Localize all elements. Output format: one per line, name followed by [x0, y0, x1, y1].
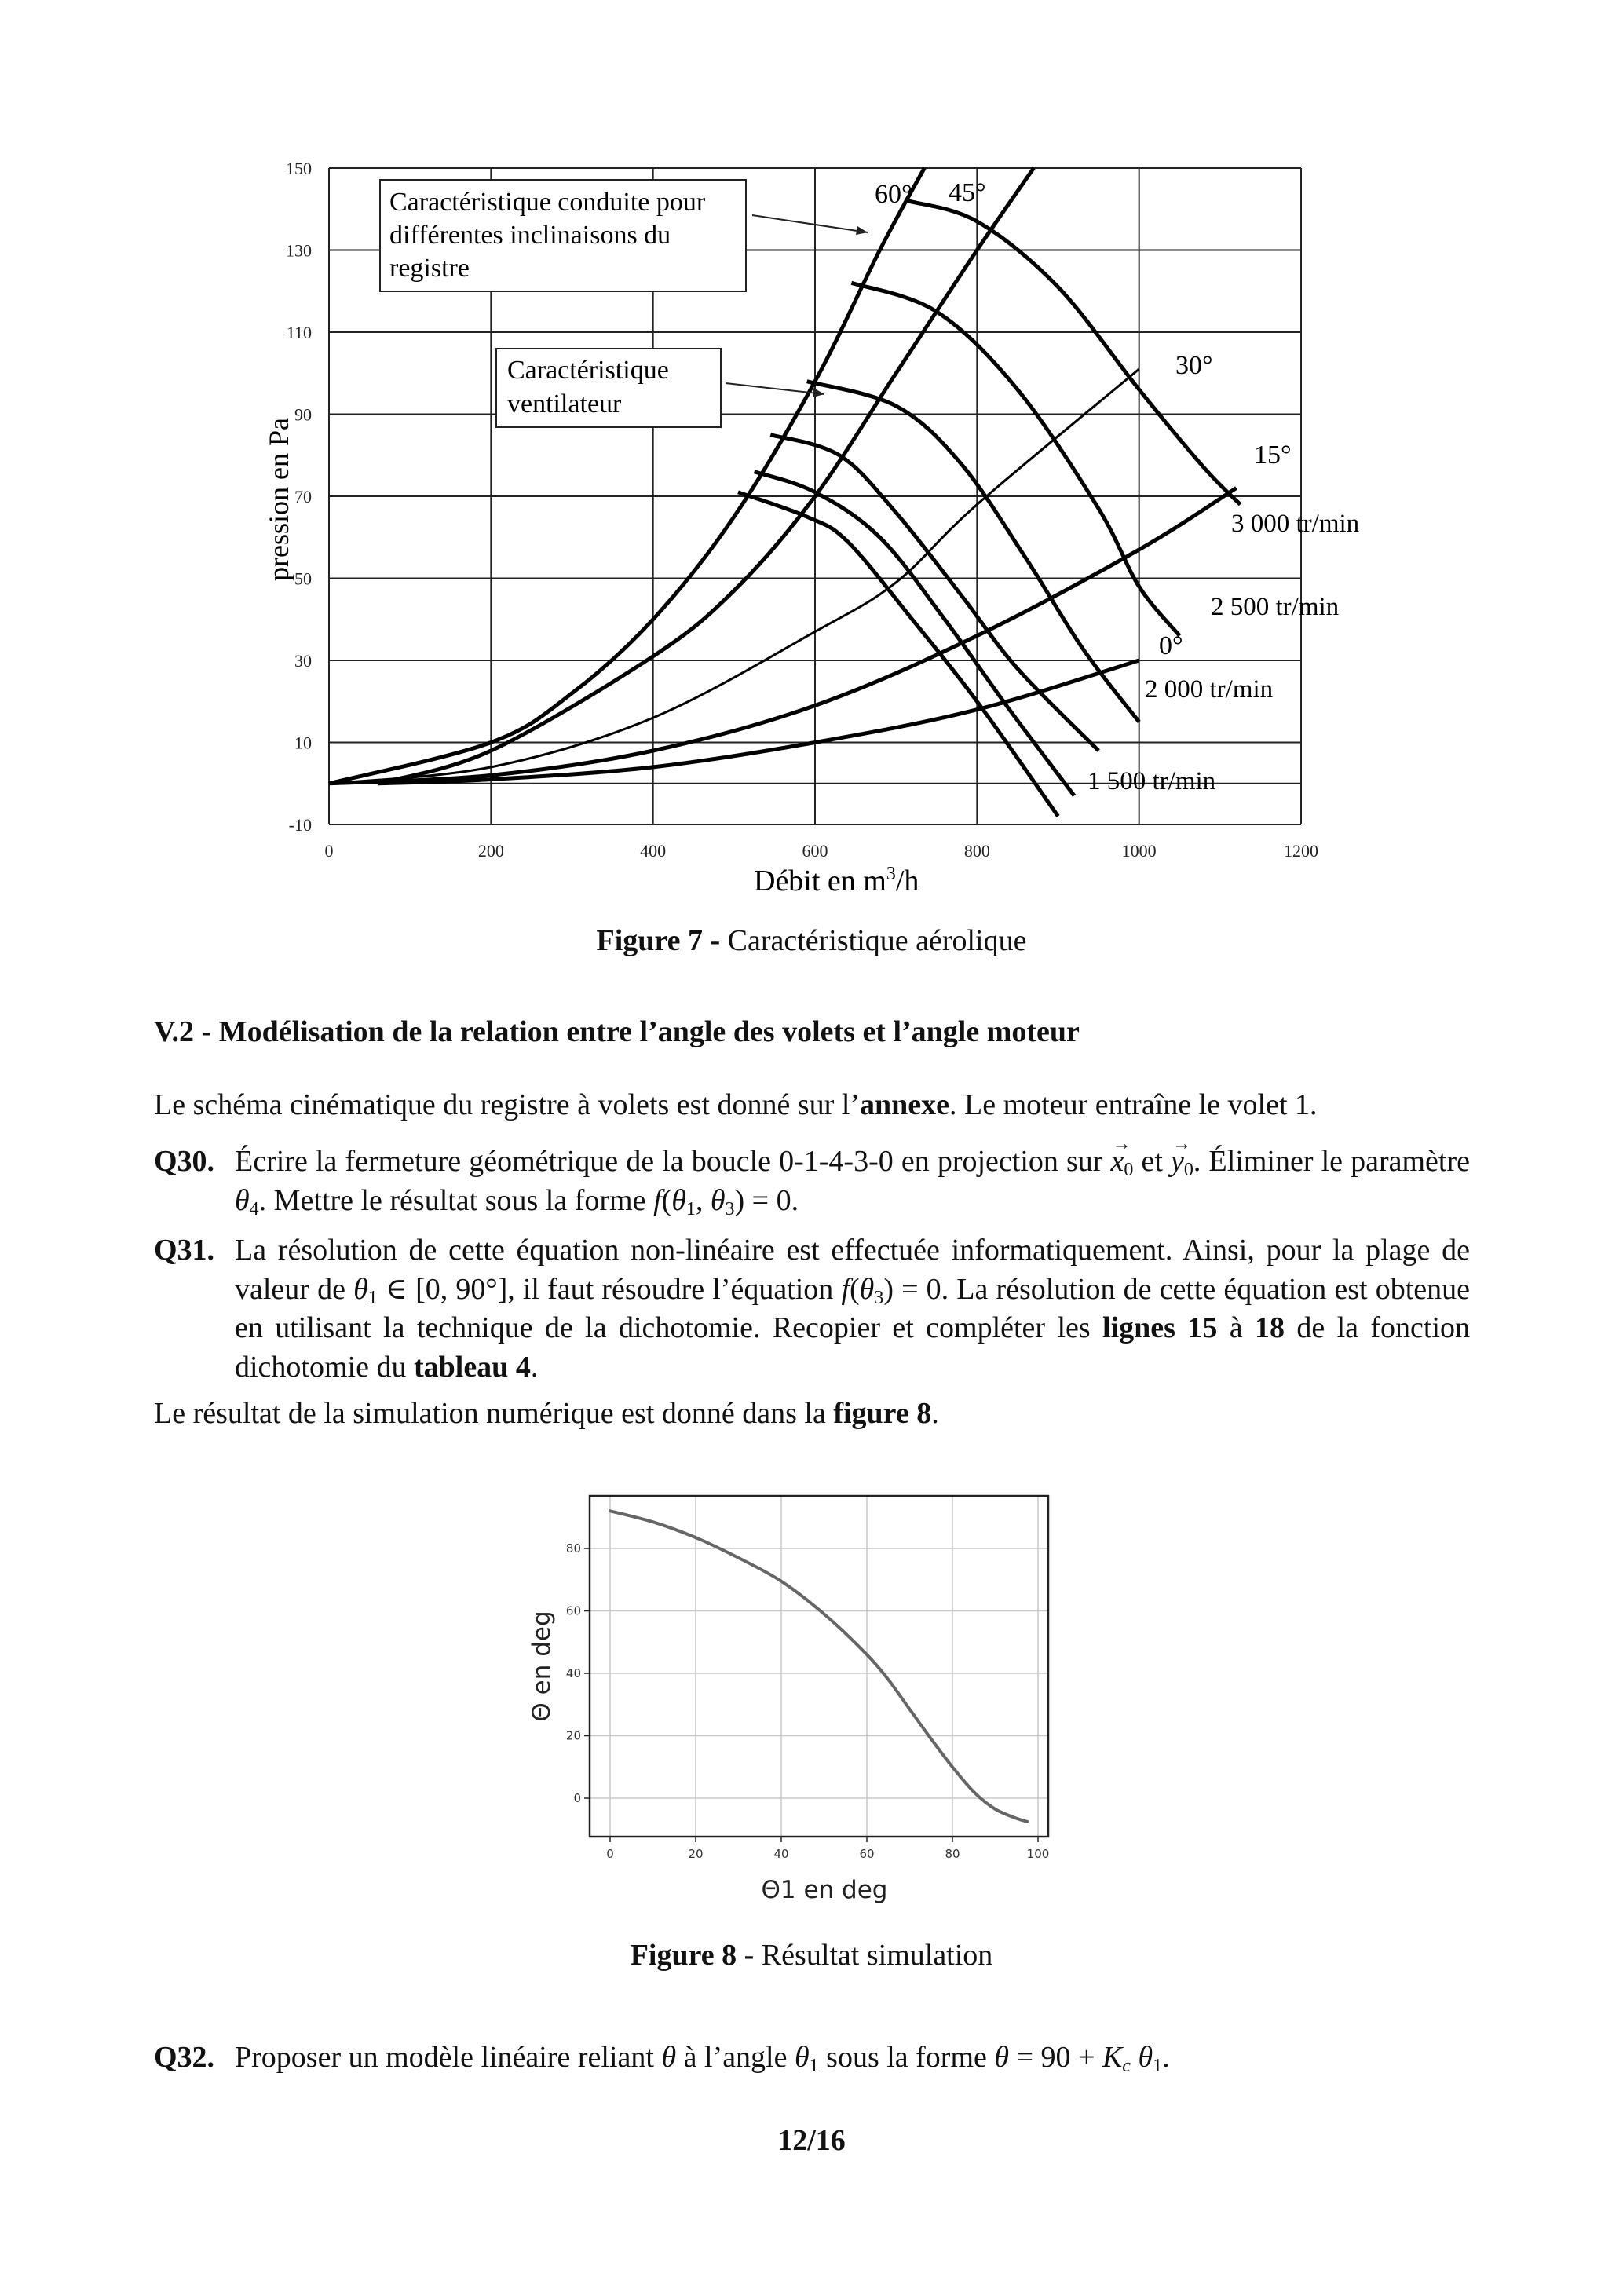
svg-text:90: 90 [294, 404, 312, 425]
page-number: 12/16 [777, 2124, 846, 2157]
question-text: Écrire la fermeture géométrique de la boucle 0-1-4-3-0 en projection sur → $x_0$ et → $y_0$. Éliminer le paramètre $\theta_4$. Mettre le résultat sous la forme $f(\theta_1$, $\theta_3) = 0$. [235, 1143, 1470, 1220]
curve [755, 472, 1075, 796]
result-sentence: Le résultat de la simulation numérique est donné dans la figure 8. [154, 1397, 939, 1430]
label-2000rpm: 2 000 tr/min [1145, 675, 1274, 704]
label-2500rpm: 2 500 tr/min [1211, 593, 1340, 621]
x-axis-label: Θ1 en deg [761, 1876, 888, 1904]
svg-text:200: 200 [477, 841, 504, 861]
svg-text:70: 70 [294, 487, 312, 506]
question-q32 [154, 2038, 1470, 2078]
question-text: Proposer un modèle linéaire reliant θ à l’angle $\theta_1$ sous la forme $\theta = 90 + K_c$ $\theta_1$. [235, 2041, 1170, 2076]
svg-text:150: 150 [286, 159, 312, 178]
question-q30 [154, 1143, 1470, 1220]
svg-text:800: 800 [963, 841, 990, 861]
svg-text:30: 30 [294, 651, 312, 671]
svg-text:130: 130 [286, 240, 312, 261]
intro-paragraph: Le schéma cinématique du registre à volets est donné sur l’annexe. Le moteur entraîne le volet 1. [154, 1088, 1318, 1121]
question-number: Q32. [154, 2041, 215, 2074]
svg-text:1200: 1200 [1284, 841, 1318, 861]
svg-text:différentes inclinaisons du: différentes inclinaisons du [389, 221, 671, 250]
y-axis-label: Θ en deg [528, 1610, 556, 1722]
svg-text:400: 400 [640, 841, 667, 861]
svg-text:50: 50 [294, 569, 312, 589]
svg-text:100: 100 [1026, 1847, 1050, 1861]
question-number: Q31. [154, 1234, 215, 1267]
svg-text:600: 600 [802, 841, 828, 861]
svg-text:-10: -10 [288, 815, 312, 835]
svg-text:ventilateur: ventilateur [507, 389, 622, 419]
svg-text:80: 80 [945, 1847, 960, 1861]
label-45deg: 45° [949, 178, 986, 207]
y-axis-label: pression en Pa [263, 418, 294, 581]
curve [851, 283, 1179, 635]
curve [738, 492, 1058, 817]
svg-text:10: 10 [294, 733, 312, 753]
svg-text:Caractéristique conduite pour: Caractéristique conduite pour [389, 188, 706, 217]
label-1500rpm: 1 500 tr/min [1087, 767, 1216, 795]
svg-text:0: 0 [324, 841, 334, 861]
label-0deg: 0° [1159, 631, 1183, 660]
curve [329, 488, 1237, 784]
svg-text:40: 40 [773, 1847, 789, 1861]
svg-text:0: 0 [606, 1847, 614, 1861]
question-text: La résolution de cette équation non-linéaire est effectuée informatiquement. Ainsi, pour la plage de valeur de $\theta_1$ ∈ [0, 90°], il faut résoudre l’équation $f(\theta_3) = 0$. La résolution de cette équation est obtenue en utilisant la technique de la dichotomie. Recopier et compléter les lignes 15 à 18 de la fonction dichotomie du tableau 4. [235, 1234, 1471, 1384]
svg-text:0: 0 [573, 1791, 581, 1805]
figure-7-chart [0, 0, 1623, 911]
label-3000rpm: 3 000 tr/min [1231, 510, 1360, 538]
svg-text:60: 60 [859, 1847, 875, 1861]
x-axis-label: Débit en $m^3/h$ [754, 864, 919, 898]
label-15deg: 15° [1254, 441, 1292, 470]
figure-8-chart [0, 1476, 1623, 1916]
figure-8-caption: Figure 8 - Résultat simulation [630, 1939, 993, 1972]
svg-text:60: 60 [565, 1603, 581, 1618]
label-60deg: 60° [875, 180, 912, 209]
svg-text:Caractéristique: Caractéristique [507, 356, 669, 385]
figure-8-grid [584, 1496, 1048, 1842]
svg-text:1000: 1000 [1121, 841, 1157, 861]
question-q31 [154, 1231, 1470, 1387]
figure-8-curve [610, 1511, 1027, 1822]
svg-text:40: 40 [565, 1666, 581, 1680]
figure-8-tick-labels [566, 1541, 1049, 1861]
svg-text:80: 80 [565, 1541, 581, 1556]
svg-text:registre: registre [389, 254, 470, 283]
curve [610, 1511, 1027, 1822]
svg-text:20: 20 [688, 1847, 704, 1861]
annotation-ventilateur [496, 349, 824, 427]
label-30deg: 30° [1175, 351, 1213, 380]
annotation-conduite [380, 180, 868, 291]
section-heading: V.2 - Modélisation de la relation entre l’angle des volets et l’angle moteur [154, 1015, 1080, 1048]
svg-text:20: 20 [565, 1728, 581, 1743]
arrow-conduite [752, 215, 868, 232]
question-number: Q30. [154, 1145, 215, 1178]
figure-7-caption: Figure 7 - Caractéristique aérolique [596, 924, 1027, 957]
svg-text:110: 110 [286, 323, 312, 342]
figure-8-frame [590, 1496, 1048, 1837]
